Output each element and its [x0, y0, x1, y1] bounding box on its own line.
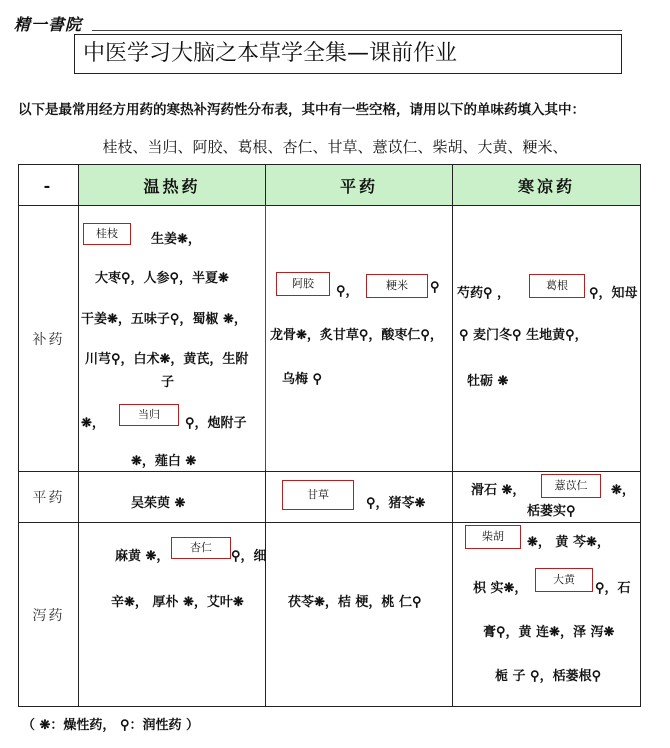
herb-list: 桂枝、当归、阿胶、葛根、杏仁、甘草、薏苡仁、柴胡、大黄、粳米、: [102, 138, 568, 156]
herb-text: 龙骨❋，炙甘草⚲，酸枣仁⚲，: [270, 328, 443, 343]
herb-text: 麻黄 ❋，: [115, 549, 170, 564]
answer-box[interactable]: 杏仁: [171, 537, 231, 559]
herb-text: 茯苓❋，桔 梗，桃 仁⚲: [288, 595, 422, 610]
row-header-tonify: 补药: [19, 206, 79, 472]
cell-tonify-cold: [453, 206, 641, 472]
herb-text: 滑石 ❋，: [471, 483, 526, 498]
herb-table: [18, 164, 641, 707]
cell-purge-cold: [453, 523, 641, 707]
herb-text: ❋，: [611, 483, 635, 498]
logo: 精一書院: [14, 15, 83, 34]
intro-text: 以下是最常用经方用药的寒热补泻药性分布表，其中有一些空格，请用以下的单味药填入其中：: [18, 102, 585, 118]
herb-text: ⚲ 麦门冬⚲ 生地黄⚲，: [459, 328, 588, 343]
cell-tonify-neutral: [266, 206, 453, 472]
herb-text: 子: [161, 375, 175, 390]
herb-text: 川芎⚲，白术❋，黄芪，生附: [85, 352, 249, 367]
herb-text: ⚲，猪苓❋: [366, 496, 426, 511]
header-cold: 寒凉药: [453, 165, 641, 206]
cell-neutral-cold: [453, 472, 641, 523]
herb-text: 栝蒌实⚲: [527, 504, 576, 519]
herb-text: ❋， 黄 芩❋，: [527, 535, 610, 550]
herb-text: ❋，薤白 ❋: [131, 454, 197, 469]
herb-text: ⚲，: [336, 284, 359, 299]
herb-text: ⚲，知母: [589, 286, 638, 301]
row-header-neutral: 平药: [19, 472, 79, 523]
header-warm: 温热药: [79, 165, 266, 206]
herb-text: 生姜❋，: [151, 232, 201, 247]
herb-text: 乌梅 ⚲: [282, 372, 323, 387]
answer-box[interactable]: 粳米: [366, 274, 428, 298]
herb-text: ⚲，细: [231, 549, 267, 564]
herb-text: 膏⚲，黄 连❋，泽 泻❋: [483, 625, 615, 640]
cell-neutral-warm: [79, 472, 266, 523]
herb-text: ⚲，炮附子: [185, 416, 247, 431]
answer-box[interactable]: 薏苡仁: [541, 474, 601, 498]
answer-box[interactable]: 当归: [119, 404, 179, 426]
cell-purge-neutral: [266, 523, 453, 707]
herb-text: 吴茱萸 ❋: [131, 496, 186, 511]
row-header-purge: 泻药: [19, 523, 79, 707]
herb-text: 枳 实❋，: [473, 581, 528, 596]
answer-box[interactable]: 阿胶: [276, 272, 330, 296]
answer-box[interactable]: 甘草: [282, 480, 354, 510]
answer-box[interactable]: 桂枝: [83, 223, 131, 245]
herb-text: 辛❋， 厚朴 ❋，艾叶❋: [111, 595, 244, 610]
corner-cell: -: [19, 165, 79, 206]
herb-text: 牡砺 ❋: [467, 374, 509, 389]
cell-neutral-neutral: [266, 472, 453, 523]
herb-text: ❋，: [81, 416, 105, 431]
cell-purge-warm: [79, 523, 266, 707]
answer-box[interactable]: 大黄: [535, 568, 593, 592]
legend: （ ❋：燥性药， ⚲：润性药 ）: [22, 718, 199, 733]
column-divider: [265, 205, 266, 470]
herb-text: 栀 子 ⚲，栝蒌根⚲: [495, 669, 602, 684]
header-neutral: 平药: [266, 165, 453, 206]
herb-text: 干姜❋，五味子⚲，蜀椒 ❋，: [81, 312, 247, 327]
header-rule: [92, 30, 622, 31]
answer-box[interactable]: 葛根: [529, 274, 585, 298]
page-title: 中医学习大脑之本草学全集—课前作业: [74, 34, 622, 74]
cell-tonify-warm: [79, 206, 266, 472]
herb-text: ⚲: [430, 280, 440, 295]
answer-box[interactable]: 柴胡: [465, 525, 521, 549]
herb-text: 芍药⚲ ，: [457, 286, 511, 301]
herb-text: ⚲，石: [595, 581, 631, 596]
herb-text: 大枣⚲，人参⚲，半夏❋: [95, 271, 229, 286]
